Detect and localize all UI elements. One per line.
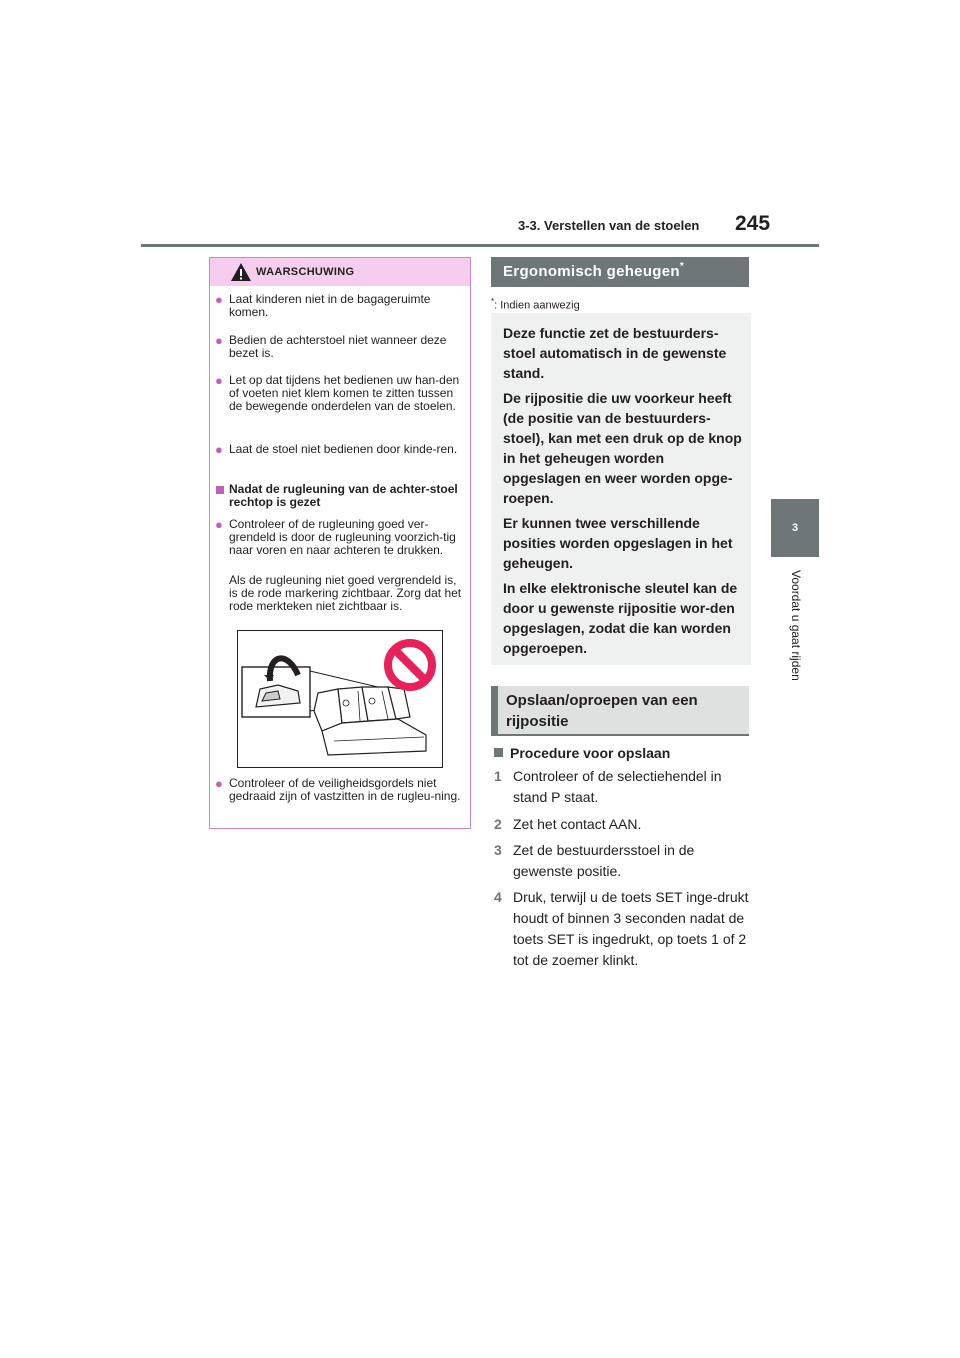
- warning-subheading: Nadat de rugleuning van de achter-stoel rechtop is gezet: [215, 483, 463, 509]
- warning-item: ● Controleer of de rugleuning goed ver-grendeld is door de rugleuning voorzich-tig naar voren en naar achteren te drukken.: [215, 517, 456, 557]
- prohibition-icon: [388, 643, 432, 687]
- chapter-tab: [771, 499, 819, 557]
- intro-paragraph: In elke elektronische sleutel kan de door u gewenste rijpositie wor-den opgeslagen, zodat die kan worden opgeroepen.: [503, 580, 738, 656]
- intro-paragraph: De rijpositie die uw voorkeur heeft (de positie van de bestuurders-stoel), kan met een druk op de knop in het geheugen worden opgeslagen en weer worden opge-roepen.: [503, 390, 742, 506]
- warning-item: ● Let op dat tijdens het bedienen uw han-den of voeten niet klem komen te zitten tussen de bewegende onderdelen van de stoelen.: [215, 373, 460, 413]
- page-number: 245: [735, 212, 771, 235]
- warning-title: WAARSCHUWING: [256, 266, 355, 278]
- footnote: *: Indien aanwezig: [491, 297, 580, 312]
- chapter-number: 3: [791, 522, 799, 534]
- ergonomic-header: [491, 257, 749, 287]
- warning-item-continued: Als de rugleuning niet goed vergrendeld is, is de rode markering zichtbaar. Zorg dat het rode merkteken niet zichtbaar is.: [229, 573, 462, 613]
- warning-item: ● Laat kinderen niet in de bagageruimte komen.: [215, 292, 431, 319]
- warning-triangle-icon: [230, 262, 252, 282]
- store-title: Opslaan/oproepen van een rijpositie: [506, 692, 698, 730]
- intro-paragraph: Deze functie zet de bestuurders-stoel automatisch in de gewenste stand.: [503, 325, 727, 381]
- intro-box: [491, 313, 751, 665]
- intro-paragraph: Er kunnen twee verschillende posities worden opgeslagen in het geheugen.: [503, 515, 733, 571]
- procedure-step: 4 Druk, terwijl u de toets SET inge-drukt houdt of binnen 3 seconden nadat de toets SET is ingedrukt, op toets 1 of 2 tot de zoemer klinkt.: [494, 889, 749, 968]
- seat-illustration: [237, 630, 443, 768]
- footnote-mark: *: [491, 297, 495, 306]
- procedure-step: 2 Zet het contact AAN.: [494, 816, 642, 832]
- store-header: [491, 686, 749, 736]
- warning-item: ● Bedien de achterstoel niet wanneer deze bezet is.: [215, 333, 447, 360]
- warning-item: ● Laat de stoel niet bedienen door kinde-ren.: [215, 442, 458, 457]
- section-title: 3-3. Verstellen van de stoelen: [518, 218, 700, 233]
- chapter-title: Voordat u gaat rijden: [789, 570, 803, 681]
- procedure-heading: Procedure voor opslaan: [494, 745, 670, 761]
- header-rule: [141, 244, 819, 247]
- procedure-step: 1 Controleer of de selectiehendel in stand P staat.: [494, 768, 722, 805]
- procedure-step: 3 Zet de bestuurdersstoel in de gewenste positie.: [494, 842, 695, 879]
- ergonomic-title-mark: *: [679, 261, 685, 272]
- warning-box: [209, 257, 471, 829]
- warning-header: [210, 258, 470, 286]
- warning-item: ● Controleer of de veiligheidsgordels niet gedraaid zijn of vastzitten in de rugleu-ning.: [215, 776, 461, 803]
- ergonomic-title: Ergonomisch geheugen*: [503, 261, 685, 280]
